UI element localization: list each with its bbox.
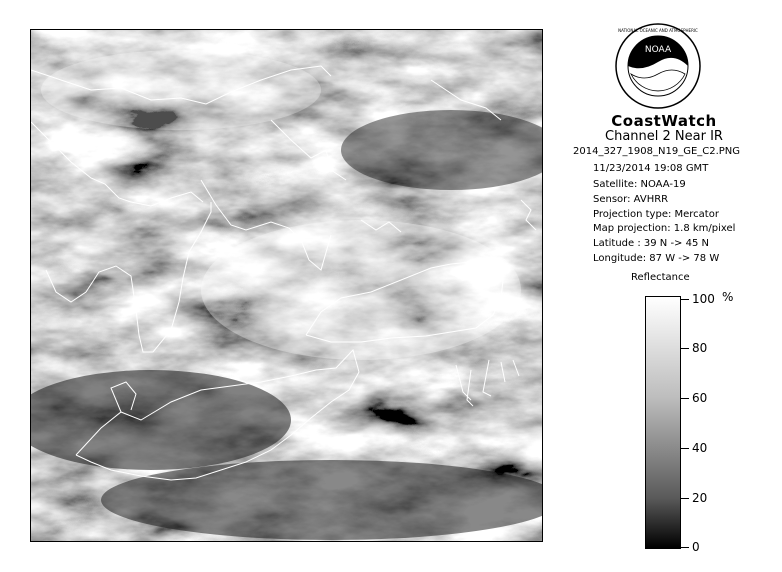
noaa-logo [614, 22, 702, 110]
colorbar-label: 80 [692, 341, 708, 355]
colorbar-label: 20 [692, 491, 708, 505]
colorbar-label: 100 [692, 292, 715, 306]
svg-text:NOAA: NOAA [644, 45, 672, 55]
satellite: Satellite: NOAA-19 [593, 179, 686, 190]
brand-title: CoastWatch [611, 112, 717, 130]
noaa-logo-svg [614, 22, 702, 110]
colorbar-label: 60 [692, 391, 708, 405]
sensor: Sensor: AVHRR [593, 194, 669, 205]
noaa-seal-ring-text: NATIONAL OCEANIC AND ATMOSPHERIC [618, 28, 698, 33]
channel-label: Channel 2 Near IR [605, 129, 723, 144]
colorbar-title: Reflectance [631, 272, 690, 283]
projection-type: Projection type: Mercator [593, 209, 719, 220]
bright-cloud [41, 50, 321, 130]
colorbar-tick [681, 398, 689, 399]
satellite-image-svg [31, 30, 543, 542]
colorbar-tick [681, 299, 689, 300]
map-projection: Map projection: 1.8 km/pixel [593, 223, 736, 234]
colorbar-tick [681, 448, 689, 449]
colorbar-tick [681, 498, 689, 499]
colorbar-label: 0 [692, 540, 700, 554]
latitude-range: Latitude : 39 N -> 45 N [593, 238, 709, 249]
datetime: 11/23/2014 19:08 GMT [593, 163, 709, 174]
colorbar [645, 296, 681, 549]
dark-region [101, 460, 543, 540]
colorbar-tick [681, 348, 689, 349]
colorbar-unit: % [722, 290, 734, 304]
colorbar-label: 40 [692, 441, 708, 455]
colorbar-tick [681, 547, 689, 548]
bright-cloud [201, 220, 521, 360]
filename: 2014_327_1908_N19_GE_C2.PNG [573, 146, 741, 157]
satellite-image [30, 29, 543, 542]
longitude-range: Longitude: 87 W -> 78 W [593, 253, 720, 264]
